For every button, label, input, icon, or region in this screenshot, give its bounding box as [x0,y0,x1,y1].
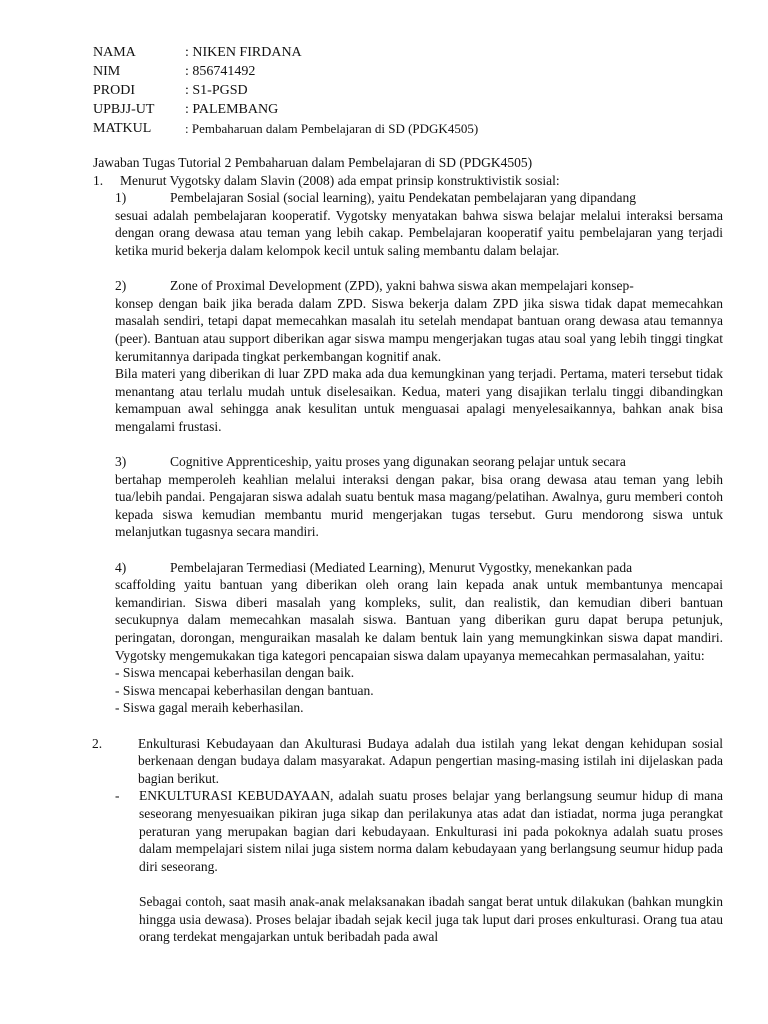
identity-value: : Pembaharuan dalam Pembelajaran di SD (PDGK4505) [185,121,479,136]
spacer [93,875,723,893]
identity-value: : 856741492 [185,64,256,79]
spacer [93,717,723,735]
document-content [93,43,723,946]
spacer [93,541,723,559]
principle-body: konsep dengan baik jika berada dalam ZPD. Siswa bekerja dalam ZPD jika siswa tidak dapat memecahkan masalah sendiri, tetapi dapat memecahkan masalah itu setelah mendapat bantuan orang dewasa atau temannya (peer). Bantuan atau support diberikan agar siswa mampu mengerjakan tugas atau soal yang lebih tinggi tingkat kerumitannya daripada tingkat perkembangan kognitif anak. [115,295,723,364]
spacer [93,436,723,454]
principle-body: sesuai adalah pembelajaran kooperatif. Vygotsky menyatakan bahwa siswa belajar melalui interaksi bersama dengan orang dewasa atau teman yang lebih cakap. Pembelajaran kooperatif yaitu pembelajaran yang terjadi ketika murid bekerja dalam kelompok kecil untuk saling membantu dalam belajar. [115,207,723,258]
identity-label: UPBJJ-UT [93,102,155,117]
bullet-item: - Siswa mencapai keberhasilan dengan baik. [115,665,355,681]
question-lead-text: Menurut Vygotsky dalam Slavin (2008) ada empat prinsip konstruktivistik sosial: [120,172,560,188]
principle-first-line: Pembelajaran Termediasi (Mediated Learning), Menurut Vygostky, menekankan pada [170,559,633,575]
identity-row-nama [93,43,723,62]
identity-value: : NIKEN FIRDANA [185,45,302,60]
principle-body: bertahap memperoleh keahlian melalui interaksi dengan pakar, bisa orang dewasa atau teman yang lebih tua/lebih pandai. Pengajaran siswa adalah suatu bentuk masa magang/pelatihan. Awalnya, guru memberi contoh kepada siswa kemudian membantu murid mengerjakan tugas tersebut. Guru mendorong siswa untuk melanjutkan tugasnya secara mandiri. [115,471,723,540]
identity-row-prodi [93,81,723,100]
identity-label: MATKUL [93,121,152,136]
answer-heading: Jawaban Tugas Tutorial 2 Pembaharuan dalam Pembelajaran di SD (PDGK4505) [93,155,533,170]
identity-value: : PALEMBANG [185,102,279,117]
principle-head [115,189,723,207]
bullet-item: - Siswa mencapai keberhasilan dengan bantuan. [115,682,374,698]
question-1-lead [93,172,723,190]
spacer [93,260,723,278]
principle-4 [115,559,723,717]
identity-label: NIM [93,64,121,79]
question-number: 1. [93,172,104,188]
principle-head [115,559,723,577]
principle-number: 2) [115,278,127,294]
principle-number: 1) [115,190,127,206]
enkulturasi-definition: ENKULTURASI KEBUDAYAAN, adalah suatu proses belajar yang berlangsung seumur hidup di mana seseorang menyesuaikan pikiran juga sikap dan perilakunya atas adat dan istiadat, norma juga perangkat peraturan yang merupakan bagian dari kebudayaan. Enkulturasi ini pada pokoknya adalah suatu proses dalam mempelajari sistem nilai juga sistem norma dalam kebudayaan yang berlangsung seumur hidup pada diri seseorang. [139,788,723,874]
question-number: 2. [92,735,103,751]
identity-row-upbjj [93,100,723,119]
question-2-body: Enkulturasi Kebudayaan dan Akulturasi Budaya adalah dua istilah yang lekat dengan kehidupan sosial berkenaan dengan budaya dalam masyarakat. Adapun pengertian masing-masing istilah ini dijelaskan pada bagian berikut. [138,735,723,786]
principle-head [115,277,723,295]
principle-first-line: Cognitive Apprenticeship, yaitu proses yang digunakan seorang pelajar untuk secara [170,454,626,470]
identity-block [93,43,723,138]
example-paragraph: Sebagai contoh, saat masih anak-anak melaksanakan ibadah sangat berat untuk dilakukan (bahkan mungkin hingga usia dewasa). Proses belajar ibadah sejak kecil juga tak luput dari proses enkulturasi. Orang tua atau orang terdekat mengajarkan untuk beribadah pada awal [139,893,723,945]
identity-value: : S1-PGSD [185,83,248,98]
principle-head [115,453,723,471]
identity-label: PRODI [93,83,136,98]
principle-number: 3) [115,454,127,470]
identity-row-nim [93,62,723,81]
principle-number: 4) [115,559,127,575]
principle-first-line: Pembelajaran Sosial (social learning), yaitu Pendekatan pembelajaran yang dipandang [170,190,636,206]
principle-extra-paragraph: Bila materi yang diberikan di luar ZPD maka ada dua kemungkinan yang terjadi. Pertama, materi tersebut tidak menantang atau terlalu mudah untuk diselesaikan. Kedua, materi yang disajikan terlalu tinggi dibandingkan kemampuan awal sehingga anak kesulitan untuk menguasai apalagi menyelesaikannya, bahkan anak bisa mengalami frustasi. [115,366,723,434]
principle-first-line: Zone of Proximal Development (ZPD), yakni bahwa siswa akan mempelajari konsep- [170,278,634,294]
principle-3 [115,453,723,541]
bullet-item: - Siswa gagal meraih keberhasilan. [115,700,304,716]
question-2 [92,735,723,788]
principle-body: scaffolding yaitu bantuan yang diberikan oleh orang lain kepada anak untuk membantunya mencapai kemandirian. Siswa diberi masalah yang kompleks, sulit, dan realistik, dan kemudian diberi bantuan secukupnya dalam memecahkan masalah siswa. Bantuan yang diberikan guru dapat berupa petunjuk, peringatan, dorongan, menguraikan masalah ke dalam bentuk lain yang memungkinkan siswa dapat mandiri. Vygotsky mengemukakan tiga kategori pencapaian siswa dalam upayanya memecahkan permasalahan, yaitu: [115,577,723,663]
identity-label: NAMA [93,45,136,60]
principle-2 [115,277,723,435]
enkulturasi-item [115,787,723,875]
identity-row-matkul [93,119,723,138]
principle-1 [115,189,723,259]
dash-marker: - [115,788,120,804]
